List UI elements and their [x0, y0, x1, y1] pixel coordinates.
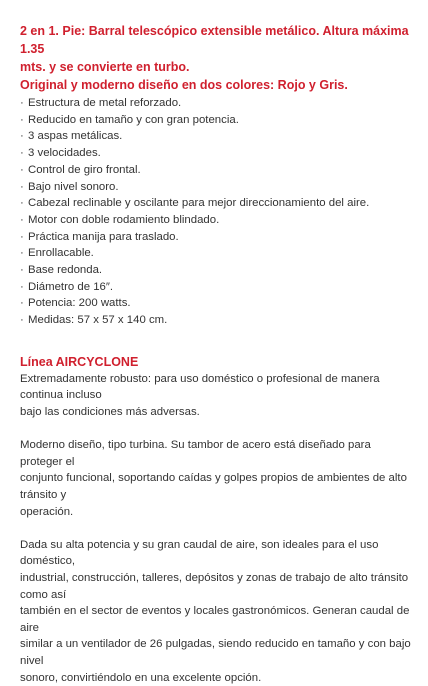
- feature-text: Base redonda.: [28, 264, 103, 277]
- heading-line: Original y moderno diseño en dos colores: Rojo y Gris.: [20, 78, 348, 92]
- bullet-glyph: ·: [20, 197, 24, 210]
- bullet-glyph: ·: [20, 147, 24, 160]
- bullet-glyph: ·: [20, 97, 24, 109]
- feature-item: [20, 212, 414, 229]
- feature-text: 3 aspas metálicas.: [28, 130, 123, 143]
- bullet-glyph: ·: [20, 247, 24, 260]
- bullet-glyph: ·: [20, 297, 24, 310]
- feature-text: Reducido en tamaño y con gran potencia.: [28, 113, 239, 126]
- feature-list: [20, 95, 414, 329]
- paragraph-line: bajo las condiciones más adversas.: [20, 406, 200, 419]
- feature-text: Enrollacable.: [28, 247, 94, 260]
- paragraph-uses: [20, 537, 414, 686]
- paragraph-line: Dada su alta potencia y su gran caudal de aire, son ideales para el uso doméstico,: [20, 538, 379, 568]
- paragraph-line: Moderno diseño, tipo turbina. Su tambor de acero está diseñado para proteger el: [20, 439, 371, 468]
- bullet-glyph: ·: [20, 180, 24, 193]
- paragraph-line: Extremadamente robusto: para uso doméstico o profesional de manera continua incluso: [20, 372, 380, 402]
- feature-item: [20, 145, 414, 162]
- heading-line: mts. y se convierte en turbo.: [20, 60, 190, 74]
- paragraph-line: industrial, construcción, talleres, depósitos y zonas de trabajo de alto tránsito como así: [20, 571, 409, 601]
- paragraph-line: sonoro, convirtiéndolo en una excelente opción.: [20, 671, 262, 684]
- feature-item: [20, 112, 414, 129]
- intro-heading: [20, 22, 414, 94]
- feature-text: Diámetro de 16″.: [28, 280, 114, 293]
- feature-item: [20, 229, 414, 246]
- paragraph-line: operación.: [20, 505, 74, 518]
- bullet-glyph: ·: [20, 314, 24, 327]
- feature-text: 3 velocidades.: [28, 147, 101, 160]
- bullet-glyph: ·: [20, 163, 24, 176]
- bullet-glyph: ·: [20, 213, 24, 226]
- feature-text: Estructura de metal reforzado.: [28, 97, 182, 109]
- feature-text: Control de giro frontal.: [28, 163, 141, 176]
- feature-item: [20, 128, 414, 145]
- paragraph-line: similar a un ventilador de 26 pulgadas, siendo reducido en tamaño y con bajo nivel: [20, 638, 411, 667]
- feature-item: [20, 312, 414, 329]
- feature-text: Cabezal reclinable y oscilante para mejor direccionamiento del aire.: [28, 197, 370, 210]
- paragraph-robust: [20, 371, 414, 421]
- feature-text: Motor con doble rodamiento blindado.: [28, 213, 220, 226]
- paragraph-line: también en el sector de eventos y locales gastronómicos. Generan caudal de aire: [20, 605, 410, 634]
- feature-item: [20, 162, 414, 179]
- feature-item: [20, 295, 414, 312]
- feature-text: Potencia: 200 watts.: [28, 297, 131, 310]
- heading-line: 2 en 1. Pie: Barral telescópico extensible metálico. Altura máxima 1.35: [20, 24, 409, 56]
- paragraph-design: [20, 437, 414, 520]
- bullet-glyph: ·: [20, 230, 24, 243]
- bullet-glyph: ·: [20, 264, 24, 277]
- paragraph-line: conjunto funcional, soportando caídas y golpes propios de ambientes de alto tránsito y: [20, 472, 407, 501]
- feature-item: [20, 95, 414, 112]
- feature-item: [20, 262, 414, 279]
- section-title: Línea AIRCYCLONE: [20, 354, 139, 369]
- feature-text: Práctica manija para traslado.: [28, 230, 179, 243]
- feature-item: [20, 279, 414, 296]
- bullet-glyph: ·: [20, 280, 24, 293]
- feature-item: [20, 195, 414, 212]
- bullet-glyph: ·: [20, 113, 24, 126]
- feature-item: [20, 245, 414, 262]
- feature-text: Medidas: 57 x 57 x 140 cm.: [28, 314, 168, 327]
- feature-text: Bajo nivel sonoro.: [28, 180, 119, 193]
- feature-item: [20, 179, 414, 196]
- bullet-glyph: ·: [20, 130, 24, 143]
